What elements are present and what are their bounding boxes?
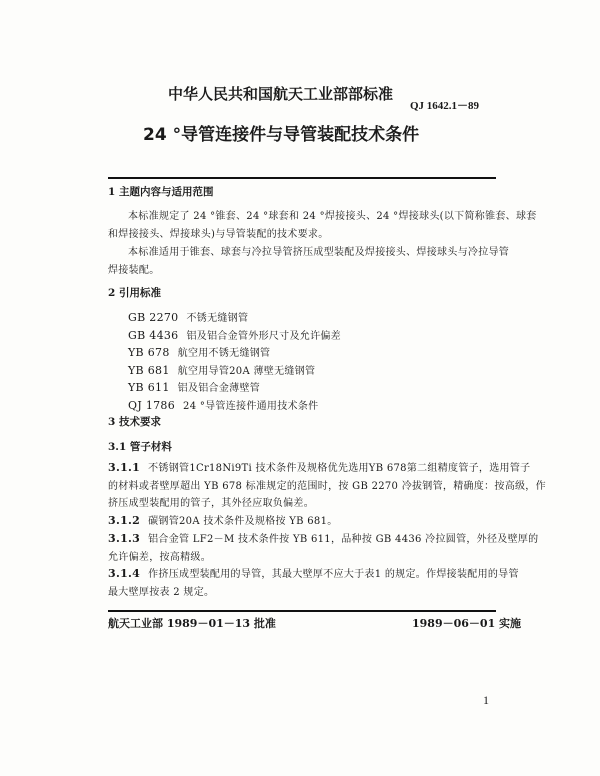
clause-line	[108, 565, 519, 580]
standard-code: QJ 1642.1－89	[410, 100, 480, 112]
reference-name: 航空用导管20A 薄壁无缝钢管	[177, 365, 316, 377]
clause-text: 允许偏差，按高精级。	[108, 551, 211, 563]
footer-rule	[108, 610, 496, 612]
clause-line	[108, 494, 314, 509]
clause-text: 铝合金管 LF2－M 技术条件按 YB 611，品种按 GB 4436 冷拉圆管，外径及壁厚的	[148, 533, 539, 545]
clause-text: 碳钢管20A 技术条件及规格按 YB 681。	[148, 516, 338, 528]
clause-number: 3.1.1	[108, 461, 141, 474]
reference-code: GB 2270	[128, 311, 179, 324]
reference-code: GB 4436	[128, 328, 179, 342]
reference-code: YB 681	[128, 363, 170, 377]
reference-code: QJ 1786	[128, 399, 176, 412]
clause-line	[108, 512, 338, 527]
subsection-3-1-heading: 3.1 管子材料	[108, 441, 172, 453]
paragraph-line: 焊接装配。	[108, 265, 160, 276]
clause-line	[108, 459, 530, 474]
header-rule	[108, 177, 496, 179]
section-1-heading: 1 主题内容与适用范围	[108, 186, 214, 198]
section-3-heading: 3 技术要求	[108, 416, 161, 428]
reference-code: YB 678	[128, 346, 170, 360]
clause-text: 作挤压成型装配用的导管，其最大壁厚不应大于表1 的规定。作焊接装配用的导管	[148, 569, 519, 581]
reference-name: 铝及铝合金管外形尺寸及允许偏差	[186, 330, 341, 342]
reference-name: 铝及铝合金薄壁管	[177, 383, 261, 395]
reference-item	[128, 327, 341, 342]
clause-text: 不锈钢管1Cr18Ni9Ti 技术条件及规格优先选用YB 678第二组精度管子，选用管子	[148, 463, 531, 474]
reference-item	[128, 344, 270, 359]
paragraph-line: 本标准适用于锥套、球套与冷拉导管挤压成型装配及焊接接头、焊接球头与冷拉导管	[128, 247, 510, 258]
reference-item	[128, 309, 248, 324]
clause-number: 3.1.3	[108, 531, 141, 545]
paragraph-line: 本标准规定了 24 °锥套、24 °球套和 24 °焊接接头、24 °焊接球头(以下简称锥套、球套	[128, 211, 537, 222]
reference-name: 24 °导管连接件通用技术条件	[183, 401, 319, 412]
reference-item	[128, 397, 318, 412]
effective-date: 1989－06－01 实施	[412, 617, 522, 630]
reference-item	[128, 379, 260, 394]
document-title: 24 °导管连接件与导管装配技术条件	[143, 125, 420, 145]
clause-line	[108, 530, 538, 545]
clause-text: 的材料或者壁厚超出 YB 678 标准规定的范围时，按 GB 2270 冷拔钢管，精确度：按高级，作	[108, 480, 546, 492]
clause-text: 挤压成型装配用的管子，其外径应取负偏差。	[108, 498, 314, 510]
section-2-heading: 2 引用标准	[108, 287, 161, 299]
clause-line	[108, 477, 546, 492]
reference-name: 不锈无缝钢管	[186, 313, 249, 324]
page-number: 1	[483, 693, 489, 707]
clause-text: 最大壁厚按表 2 规定。	[108, 586, 215, 598]
clause-line	[108, 548, 211, 563]
clause-number: 3.1.2	[108, 514, 141, 528]
clause-number: 3.1.4	[108, 567, 141, 581]
paragraph-line: 和焊接接头、焊接球头)与导管装配的技术要求。	[108, 229, 329, 240]
approval-date: 航天工业部 1989－01－13 批准	[108, 617, 276, 630]
issuer-heading: 中华人民共和国航天工业部部标准	[168, 85, 394, 103]
reference-code: YB 611	[128, 381, 170, 395]
clause-line	[108, 583, 214, 598]
reference-item	[128, 362, 315, 377]
reference-name: 航空用不锈无缝钢管	[177, 348, 271, 360]
